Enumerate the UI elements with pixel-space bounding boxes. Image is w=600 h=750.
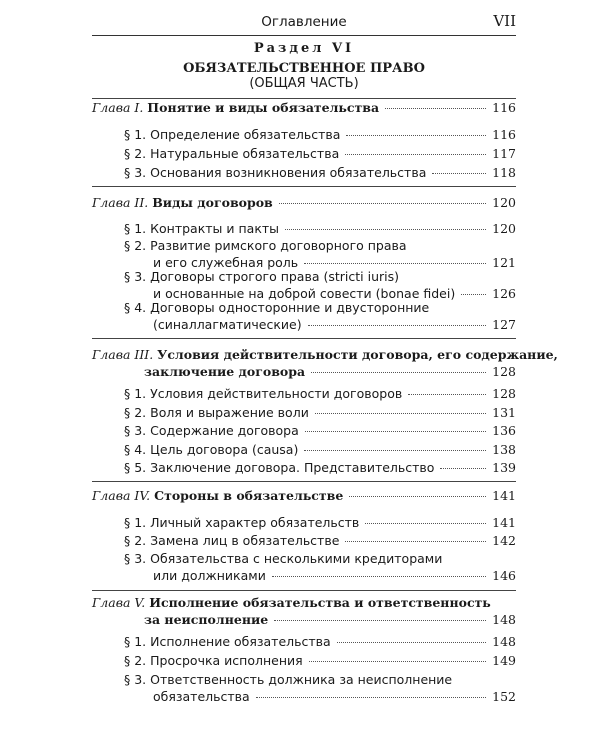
paragraph-number: § 3. [124, 423, 147, 438]
dot-leader [432, 173, 486, 174]
paragraph-title: Замена лиц в обязательстве [150, 533, 340, 548]
toc-chapter-entry[interactable] [92, 346, 558, 380]
paragraph-page: 138 [492, 442, 516, 457]
paragraph-number: § 5. [124, 460, 147, 475]
toc-paragraph-entry[interactable] [124, 671, 516, 705]
chapter-title: Исполнение обязательства и ответственность [149, 595, 491, 610]
chapter-title-cont: за неисполнение [144, 612, 269, 627]
toc-paragraph-entry[interactable] [124, 237, 516, 271]
paragraph-title: Обязательства с несколькими кредиторами [150, 551, 443, 566]
paragraph-page: 128 [492, 386, 516, 401]
running-head-page-number: VII [493, 12, 516, 30]
chapter-title: Понятие и виды обязательства [147, 100, 380, 115]
paragraph-number: § 2. [124, 653, 147, 668]
dot-leader [308, 325, 487, 326]
paragraph-number: § 4. [124, 300, 147, 315]
chapter-title-cont: заключение договора [144, 364, 306, 379]
dot-leader [311, 372, 486, 373]
paragraph-number: § 4. [124, 442, 147, 457]
dot-leader [279, 203, 486, 204]
paragraph-page: 121 [492, 255, 516, 270]
toc-paragraph-entry[interactable] [124, 220, 516, 237]
toc-paragraph-entry[interactable] [124, 459, 516, 476]
toc-paragraph-entry[interactable] [124, 126, 516, 143]
paragraph-title: Просрочка исполнения [150, 653, 303, 668]
paragraph-title-cont: или должниками [153, 568, 266, 583]
dot-leader [365, 523, 486, 524]
divider [92, 590, 516, 591]
paragraph-title: Ответственность должника за неисполнение [150, 672, 453, 687]
divider [92, 186, 516, 187]
paragraph-page: 139 [492, 460, 516, 475]
running-head [92, 12, 516, 36]
paragraph-title-cont: (синаллагматические) [153, 317, 302, 332]
chapter-title: Условия действительности договора, его содержание, [157, 347, 558, 362]
dot-leader [440, 468, 486, 469]
paragraph-title: Определение обязательства [150, 127, 341, 142]
paragraph-number: § 1. [124, 634, 147, 649]
section-subtitle: (ОБЩАЯ ЧАСТЬ) [249, 76, 359, 91]
paragraph-title: Основания возникновения обязательства [150, 165, 427, 180]
paragraph-title: Условия действительности договоров [150, 386, 403, 401]
toc-chapter-entry[interactable] [92, 487, 516, 504]
paragraph-page: 149 [492, 653, 516, 668]
divider [92, 481, 516, 482]
dot-leader [304, 450, 486, 451]
toc-paragraph-entry[interactable] [124, 514, 516, 531]
dot-leader [304, 263, 486, 264]
toc-paragraph-entry[interactable] [124, 145, 516, 162]
paragraph-title: Договоры строгого права (stricti iuris) [150, 269, 399, 284]
paragraph-page: 146 [492, 568, 516, 583]
paragraph-page: 148 [492, 634, 516, 649]
dot-leader [345, 541, 486, 542]
dot-leader [305, 431, 486, 432]
paragraph-number: § 1. [124, 221, 147, 236]
toc-paragraph-entry[interactable] [124, 652, 516, 669]
dot-leader [309, 661, 487, 662]
paragraph-number: § 3. [124, 672, 147, 687]
chapter-page: 141 [492, 488, 516, 503]
toc-paragraph-entry[interactable] [124, 550, 516, 584]
running-head-title: Оглавление [261, 14, 347, 30]
dot-leader [315, 413, 486, 414]
paragraph-number: § 2. [124, 405, 147, 420]
paragraph-title: Контракты и пакты [150, 221, 280, 236]
paragraph-number: § 1. [124, 515, 147, 530]
paragraph-page: 116 [492, 127, 516, 142]
paragraph-page: 117 [492, 146, 516, 161]
dot-leader [274, 620, 486, 621]
dot-leader [345, 154, 486, 155]
chapter-label: Глава II. [92, 195, 149, 210]
paragraph-number: § 3. [124, 269, 147, 284]
dot-leader [337, 642, 486, 643]
paragraph-title: Содержание договора [150, 423, 299, 438]
toc-paragraph-entry[interactable] [124, 268, 516, 302]
paragraph-page: 120 [492, 221, 516, 236]
header-rule [92, 35, 516, 36]
chapter-label: Глава IV. [92, 488, 151, 503]
dot-leader [385, 108, 486, 109]
chapter-page: 120 [492, 195, 516, 210]
paragraph-title: Натуральные обязательства [150, 146, 340, 161]
paragraph-title-cont: и его служебная роль [153, 255, 299, 270]
dot-leader [285, 229, 486, 230]
paragraph-page: 142 [492, 533, 516, 548]
paragraph-title-cont: обязательства [153, 689, 250, 704]
chapter-label: Глава V. [92, 595, 146, 610]
chapter-label: Глава III. [92, 347, 154, 362]
paragraph-page: 118 [492, 165, 516, 180]
paragraph-number: § 3. [124, 165, 147, 180]
toc-paragraph-entry[interactable] [124, 404, 516, 421]
paragraph-title: Воля и выражение воли [150, 405, 309, 420]
paragraph-number: § 2. [124, 146, 147, 161]
paragraph-title: Личный характер обязательств [150, 515, 360, 530]
chapter-label: Глава I. [92, 100, 144, 115]
paragraph-number: § 3. [124, 551, 147, 566]
toc-paragraph-entry[interactable] [124, 532, 516, 549]
dot-leader [349, 496, 486, 497]
paragraph-title: Развитие римского договорного права [150, 238, 407, 253]
paragraph-title: Исполнение обязательства [150, 634, 331, 649]
toc-paragraph-entry[interactable] [124, 164, 516, 181]
chapter-page: 148 [492, 612, 516, 627]
paragraph-page: 131 [492, 405, 516, 420]
toc-chapter-entry[interactable] [92, 594, 516, 628]
paragraph-number: § 1. [124, 127, 147, 142]
paragraph-number: § 2. [124, 238, 147, 253]
paragraph-title: Цель договора (causa) [150, 442, 299, 457]
dot-leader [272, 576, 486, 577]
chapter-title: Виды договоров [152, 195, 273, 210]
paragraph-number: § 2. [124, 533, 147, 548]
paragraph-title-cont: и основанные на доброй совести (bonae fidei) [153, 286, 456, 301]
toc-paragraph-entry[interactable] [124, 299, 516, 333]
toc-paragraph-entry[interactable] [124, 633, 516, 650]
paragraph-page: 126 [492, 286, 516, 301]
section-title: ОБЯЗАТЕЛЬСТВЕННОЕ ПРАВО [183, 61, 425, 76]
chapter-title: Стороны в обязательстве [154, 488, 344, 503]
toc-paragraph-entry[interactable] [124, 441, 516, 458]
paragraph-number: § 1. [124, 386, 147, 401]
toc-chapter-entry[interactable] [92, 194, 516, 211]
dot-leader [461, 294, 486, 295]
paragraph-page: 136 [492, 423, 516, 438]
dot-leader [256, 697, 486, 698]
chapter-page: 128 [492, 364, 516, 379]
dot-leader [346, 135, 486, 136]
chapter-page: 116 [492, 100, 516, 115]
paragraph-page: 127 [492, 317, 516, 332]
toc-chapter-entry[interactable] [92, 99, 516, 116]
dot-leader [408, 394, 486, 395]
paragraph-title: Заключение договора. Представительство [150, 460, 435, 475]
section-label: Раздел VI [253, 41, 355, 56]
paragraph-page: 152 [492, 689, 516, 704]
paragraph-title: Договоры односторонние и двусторонние [150, 300, 430, 315]
toc-paragraph-entry[interactable] [124, 422, 516, 439]
toc-paragraph-entry[interactable] [124, 385, 516, 402]
paragraph-page: 141 [492, 515, 516, 530]
divider [92, 338, 516, 339]
